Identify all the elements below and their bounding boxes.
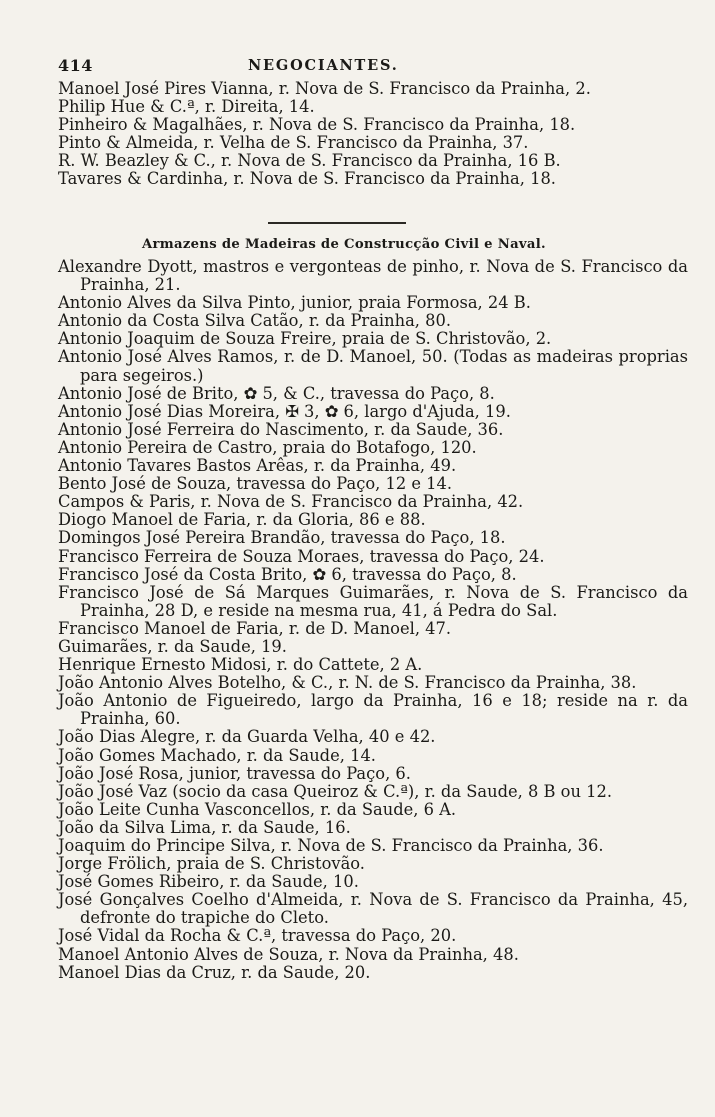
list-item: João Antonio Alves Botelho, & C., r. N. de S. Francisco da Prainha, 38. — [58, 673, 637, 693]
list-item: Manoel Antonio Alves de Souza, r. Nova da Prainha, 48. — [58, 944, 519, 964]
list-item: Pinto & Almeida, r. Velha de S. Francisco da Prainha, 37. — [58, 133, 529, 153]
list-item: Antonio Joaquim de Souza Freire, praia de S. Christovão, 2. — [58, 329, 552, 349]
section-heading: Armazens de Madeiras de Construcção Civil e Naval. — [142, 237, 546, 252]
list-item: Antonio José Dias Moreira, ✠ 3, ✿ 6, largo d'Ajuda, 19. — [58, 401, 511, 421]
list-item: Jorge Frölich, praia de S. Christovão. — [58, 854, 365, 874]
list-item: Francisco Manoel de Faria, r. de D. Manoel, 47. — [58, 618, 452, 638]
list-item: Bento José de Souza, travessa do Paço, 12 e 14. — [58, 474, 453, 494]
list-item: João José Rosa, junior, travessa do Paço, 6. — [58, 763, 411, 783]
list-item: João José Vaz (socio da casa Queiroz & C.ª), r. da Saude, 8 B ou 12. — [58, 781, 613, 801]
list-item: Antonio José Ferreira do Nascimento, r. da Saude, 36. — [58, 419, 504, 439]
list-item: João Dias Alegre, r. da Guarda Velha, 40 e 42. — [58, 727, 436, 747]
list-item: Antonio José de Brito, ✿ 5, & C., travessa do Paço, 8. — [58, 383, 495, 403]
list-item: José Gomes Ribeiro, r. da Saude, 10. — [58, 872, 359, 892]
list-item: Joaquim do Principe Silva, r. Nova de S. Francisco da Prainha, 36. — [58, 836, 604, 855]
list-item: Domingos José Pereira Brandão, travessa do Paço, 18. — [58, 528, 506, 548]
list-item: Pinheiro & Magalhães, r. Nova de S. Francisco da Prainha, 18. — [58, 115, 576, 135]
list-item: Francisco José de Sá Marques Guimarães, r. Nova de S. Francisco da Prainha, 28 D, e reside na mesma rua, 41, á Pedra do Sal. — [58, 582, 688, 620]
list-item: Alexandre Dyott, mastros e vergonteas de pinho, r. Nova de S. Francisco da Prainha, 21. — [58, 257, 688, 295]
list-item: Francisco José da Costa Brito, ✿ 6, travessa do Paço, 8. — [58, 564, 517, 584]
list-item: José Gonçalves Coelho d'Almeida, r. Nova de S. Francisco da Prainha, 45, defronte do trapiche do Cleto. — [58, 890, 688, 928]
merchant-list-top — [58, 80, 688, 189]
page-number: 414 — [58, 56, 93, 75]
list-item: Philip Hue & C.ª, r. Direita, 14. — [58, 97, 315, 117]
list-item: Antonio Tavares Bastos Arêas, r. da Prainha, 49. — [58, 456, 457, 476]
list-item: Henrique Ernesto Midosi, r. do Cattete, 2 A. — [58, 655, 423, 675]
list-item: José Vidal da Rocha & C.ª, travessa do Paço, 20. — [58, 926, 457, 946]
list-item: João da Silva Lima, r. da Saude, 16. — [58, 817, 351, 837]
list-item: Manoel José Pires Vianna, r. Nova de S. Francisco da Prainha, 2. — [58, 79, 591, 98]
timber-warehouse-list — [58, 258, 688, 982]
list-item: Antonio Alves da Silva Pinto, junior, praia Formosa, 24 B. — [58, 293, 531, 313]
list-item: Guimarães, r. da Saude, 19. — [58, 636, 287, 656]
list-item: Campos & Paris, r. Nova de S. Francisco da Prainha, 42. — [58, 492, 524, 512]
list-item: Antonio Pereira de Castro, praia do Botafogo, 120. — [58, 437, 477, 457]
list-item: Francisco Ferreira de Souza Moraes, travessa do Paço, 24. — [58, 546, 545, 566]
list-item: João Antonio de Figueiredo, largo da Prainha, 16 e 18; reside na r. da Prainha, 60. — [58, 691, 688, 729]
list-item: R. W. Beazley & C., r. Nova de S. Francisco da Prainha, 16 B. — [58, 151, 561, 171]
running-head: NEGOCIANTES. — [248, 57, 399, 74]
list-item: Antonio José Alves Ramos, r. de D. Manoel, 50. (Todas as madeiras proprias para segeiros.) — [58, 347, 688, 385]
list-item: João Leite Cunha Vasconcellos, r. da Saude, 6 A. — [58, 799, 457, 819]
list-item: João Gomes Machado, r. da Saude, 14. — [58, 745, 376, 765]
list-item: Tavares & Cardinha, r. Nova de S. Francisco da Prainha, 18. — [58, 169, 556, 189]
list-item: Manoel Dias da Cruz, r. da Saude, 20. — [58, 962, 371, 982]
section-divider — [268, 222, 406, 224]
page-header — [58, 56, 698, 78]
list-item: Antonio da Costa Silva Catão, r. da Prainha, 80. — [58, 311, 452, 331]
list-item: Diogo Manoel de Faria, r. da Gloria, 86 e 88. — [58, 510, 426, 530]
